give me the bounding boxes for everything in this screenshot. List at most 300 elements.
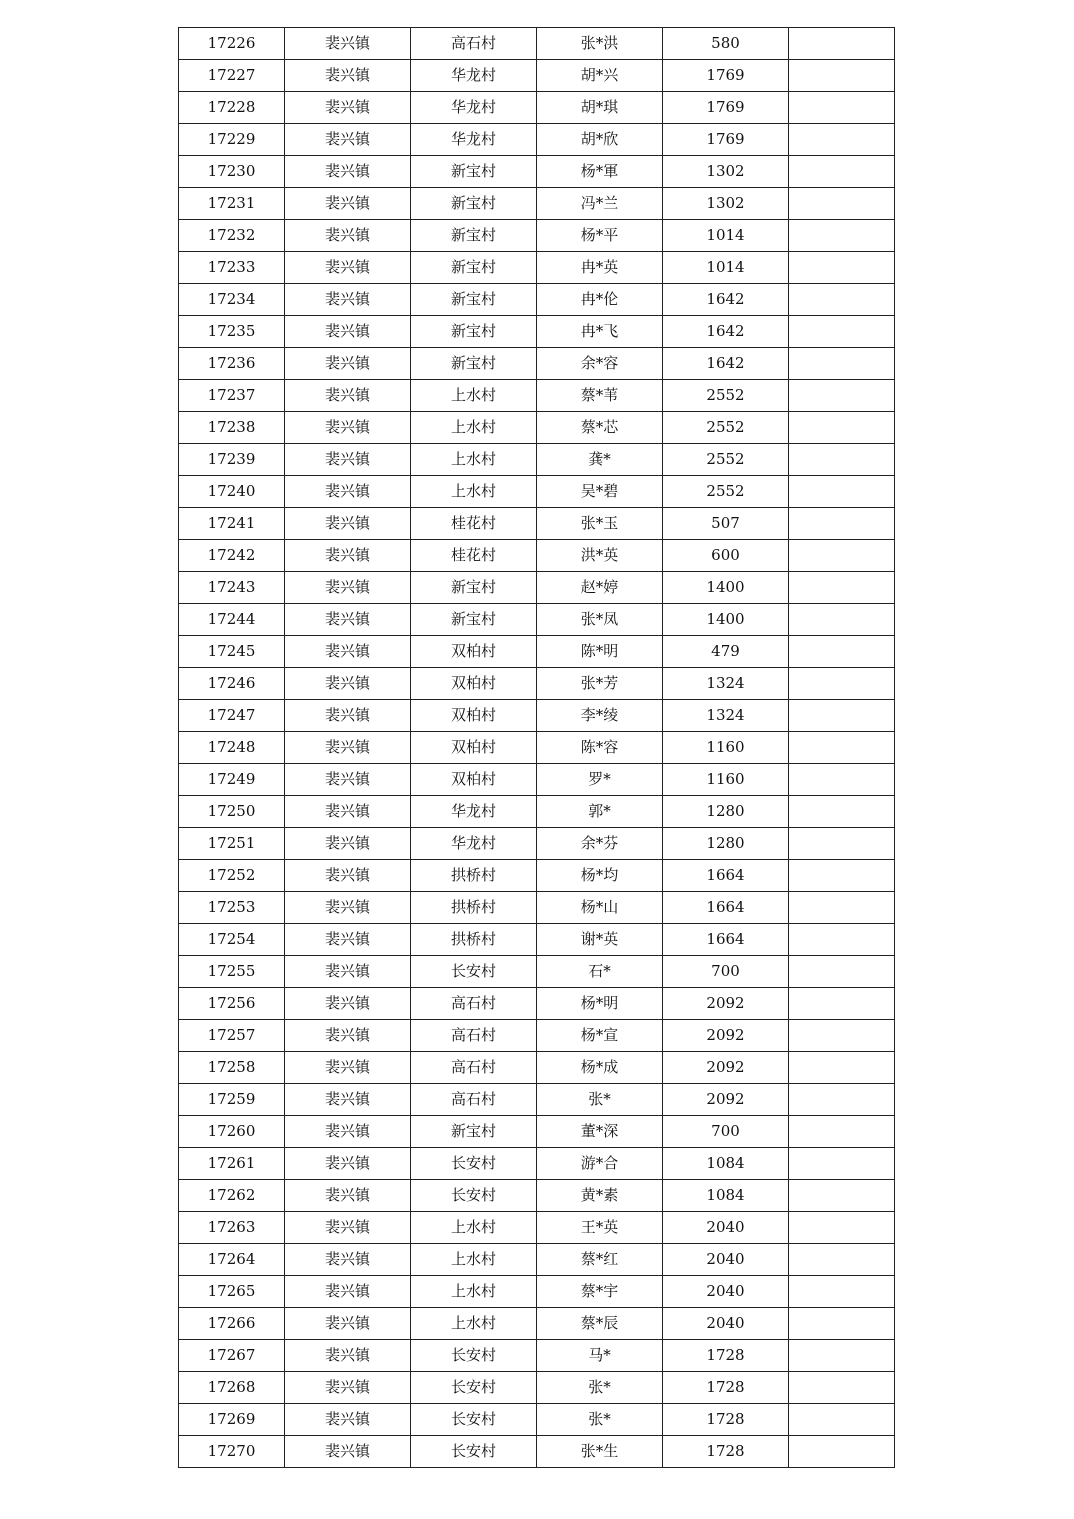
amount-cell: 600 [663,540,789,572]
town-cell: 裴兴镇 [285,1084,411,1116]
serial-number-cell: 17267 [179,1340,285,1372]
remark-cell [789,956,895,988]
table-row [179,1212,895,1244]
town-cell: 裴兴镇 [285,188,411,220]
amount-cell: 1664 [663,860,789,892]
village-cell: 高石村 [411,28,537,60]
name-cell: 陈*容 [537,732,663,764]
serial-number-cell: 17237 [179,380,285,412]
amount-cell: 1280 [663,796,789,828]
town-cell: 裴兴镇 [285,1116,411,1148]
town-cell: 裴兴镇 [285,1308,411,1340]
remark-cell [789,572,895,604]
village-cell: 上水村 [411,1276,537,1308]
serial-number-cell: 17239 [179,444,285,476]
village-cell: 上水村 [411,1244,537,1276]
amount-cell: 2040 [663,1244,789,1276]
village-cell: 上水村 [411,412,537,444]
table-row [179,1276,895,1308]
town-cell: 裴兴镇 [285,956,411,988]
name-cell: 蔡*苇 [537,380,663,412]
village-cell: 长安村 [411,1340,537,1372]
amount-cell: 2092 [663,1052,789,1084]
name-cell: 杨*宣 [537,1020,663,1052]
village-cell: 新宝村 [411,348,537,380]
remark-cell [789,796,895,828]
remark-cell [789,1116,895,1148]
serial-number-cell: 17246 [179,668,285,700]
remark-cell [789,476,895,508]
amount-cell: 1084 [663,1180,789,1212]
amount-cell: 2040 [663,1276,789,1308]
village-cell: 上水村 [411,1308,537,1340]
town-cell: 裴兴镇 [285,124,411,156]
town-cell: 裴兴镇 [285,764,411,796]
remark-cell [789,412,895,444]
data-table [178,27,895,1468]
serial-number-cell: 17261 [179,1148,285,1180]
serial-number-cell: 17258 [179,1052,285,1084]
town-cell: 裴兴镇 [285,28,411,60]
village-cell: 桂花村 [411,540,537,572]
remark-cell [789,252,895,284]
remark-cell [789,220,895,252]
remark-cell [789,1020,895,1052]
amount-cell: 2040 [663,1308,789,1340]
town-cell: 裴兴镇 [285,1404,411,1436]
amount-cell: 1160 [663,732,789,764]
town-cell: 裴兴镇 [285,988,411,1020]
serial-number-cell: 17245 [179,636,285,668]
name-cell: 赵*婷 [537,572,663,604]
amount-cell: 1160 [663,764,789,796]
village-cell: 新宝村 [411,220,537,252]
serial-number-cell: 17268 [179,1372,285,1404]
village-cell: 长安村 [411,1180,537,1212]
table-row [179,828,895,860]
table-row [179,508,895,540]
village-cell: 拱桥村 [411,892,537,924]
serial-number-cell: 17254 [179,924,285,956]
village-cell: 新宝村 [411,188,537,220]
town-cell: 裴兴镇 [285,636,411,668]
table-row [179,540,895,572]
remark-cell [789,1308,895,1340]
remark-cell [789,924,895,956]
table-row [179,572,895,604]
serial-number-cell: 17236 [179,348,285,380]
table-row [179,444,895,476]
remark-cell [789,284,895,316]
table-row [179,476,895,508]
serial-number-cell: 17259 [179,1084,285,1116]
village-cell: 长安村 [411,1436,537,1468]
serial-number-cell: 17235 [179,316,285,348]
name-cell: 洪*英 [537,540,663,572]
village-cell: 高石村 [411,988,537,1020]
amount-cell: 1302 [663,156,789,188]
amount-cell: 2552 [663,412,789,444]
name-cell: 谢*英 [537,924,663,956]
village-cell: 双柏村 [411,668,537,700]
remark-cell [789,700,895,732]
town-cell: 裴兴镇 [285,924,411,956]
amount-cell: 1400 [663,604,789,636]
remark-cell [789,828,895,860]
town-cell: 裴兴镇 [285,860,411,892]
name-cell: 马* [537,1340,663,1372]
serial-number-cell: 17247 [179,700,285,732]
table-row [179,796,895,828]
amount-cell: 1664 [663,892,789,924]
table-body [179,28,895,1468]
amount-cell: 1728 [663,1372,789,1404]
name-cell: 冉*飞 [537,316,663,348]
table-row [179,860,895,892]
table-row [179,604,895,636]
town-cell: 裴兴镇 [285,668,411,700]
remark-cell [789,764,895,796]
name-cell: 蔡*红 [537,1244,663,1276]
name-cell: 杨*軍 [537,156,663,188]
remark-cell [789,604,895,636]
town-cell: 裴兴镇 [285,348,411,380]
town-cell: 裴兴镇 [285,1340,411,1372]
table-row [179,284,895,316]
table-row [179,1244,895,1276]
village-cell: 双柏村 [411,732,537,764]
table-row [179,732,895,764]
remark-cell [789,1180,895,1212]
name-cell: 游*合 [537,1148,663,1180]
amount-cell: 700 [663,1116,789,1148]
serial-number-cell: 17240 [179,476,285,508]
name-cell: 张* [537,1084,663,1116]
serial-number-cell: 17253 [179,892,285,924]
remark-cell [789,1340,895,1372]
amount-cell: 2552 [663,476,789,508]
name-cell: 李*绫 [537,700,663,732]
remark-cell [789,636,895,668]
village-cell: 拱桥村 [411,860,537,892]
town-cell: 裴兴镇 [285,1372,411,1404]
serial-number-cell: 17252 [179,860,285,892]
serial-number-cell: 17263 [179,1212,285,1244]
name-cell: 陈*明 [537,636,663,668]
amount-cell: 1728 [663,1436,789,1468]
village-cell: 华龙村 [411,828,537,860]
serial-number-cell: 17256 [179,988,285,1020]
remark-cell [789,860,895,892]
village-cell: 新宝村 [411,252,537,284]
serial-number-cell: 17255 [179,956,285,988]
name-cell: 黄*素 [537,1180,663,1212]
name-cell: 张*洪 [537,28,663,60]
serial-number-cell: 17270 [179,1436,285,1468]
remark-cell [789,348,895,380]
town-cell: 裴兴镇 [285,476,411,508]
town-cell: 裴兴镇 [285,1148,411,1180]
town-cell: 裴兴镇 [285,540,411,572]
table-row [179,956,895,988]
remark-cell [789,1404,895,1436]
town-cell: 裴兴镇 [285,412,411,444]
table-row [179,1148,895,1180]
town-cell: 裴兴镇 [285,316,411,348]
remark-cell [789,732,895,764]
village-cell: 新宝村 [411,284,537,316]
village-cell: 华龙村 [411,60,537,92]
village-cell: 双柏村 [411,764,537,796]
name-cell: 胡*琪 [537,92,663,124]
table-row [179,348,895,380]
name-cell: 罗* [537,764,663,796]
table-row [179,1020,895,1052]
remark-cell [789,1436,895,1468]
town-cell: 裴兴镇 [285,1052,411,1084]
town-cell: 裴兴镇 [285,284,411,316]
village-cell: 高石村 [411,1052,537,1084]
name-cell: 张*芳 [537,668,663,700]
town-cell: 裴兴镇 [285,508,411,540]
remark-cell [789,1148,895,1180]
village-cell: 华龙村 [411,124,537,156]
amount-cell: 2092 [663,988,789,1020]
town-cell: 裴兴镇 [285,1436,411,1468]
amount-cell: 1302 [663,188,789,220]
village-cell: 桂花村 [411,508,537,540]
name-cell: 张* [537,1404,663,1436]
remark-cell [789,1052,895,1084]
village-cell: 长安村 [411,1404,537,1436]
town-cell: 裴兴镇 [285,220,411,252]
name-cell: 冉*英 [537,252,663,284]
table-row [179,1308,895,1340]
amount-cell: 2552 [663,380,789,412]
table-row [179,1180,895,1212]
amount-cell: 1728 [663,1340,789,1372]
town-cell: 裴兴镇 [285,252,411,284]
serial-number-cell: 17265 [179,1276,285,1308]
amount-cell: 1642 [663,348,789,380]
table-row [179,892,895,924]
name-cell: 王*英 [537,1212,663,1244]
remark-cell [789,92,895,124]
amount-cell: 1014 [663,252,789,284]
remark-cell [789,380,895,412]
name-cell: 张*玉 [537,508,663,540]
amount-cell: 1324 [663,668,789,700]
amount-cell: 1084 [663,1148,789,1180]
town-cell: 裴兴镇 [285,572,411,604]
village-cell: 高石村 [411,1084,537,1116]
serial-number-cell: 17232 [179,220,285,252]
village-cell: 华龙村 [411,92,537,124]
table-row [179,764,895,796]
table-row [179,1436,895,1468]
name-cell: 石* [537,956,663,988]
remark-cell [789,1244,895,1276]
serial-number-cell: 17264 [179,1244,285,1276]
table-row [179,92,895,124]
serial-number-cell: 17269 [179,1404,285,1436]
serial-number-cell: 17241 [179,508,285,540]
serial-number-cell: 17266 [179,1308,285,1340]
name-cell: 张*凤 [537,604,663,636]
serial-number-cell: 17242 [179,540,285,572]
table-row [179,156,895,188]
name-cell: 吴*碧 [537,476,663,508]
name-cell: 张* [537,1372,663,1404]
table-row [179,1404,895,1436]
table-row [179,1340,895,1372]
serial-number-cell: 17244 [179,604,285,636]
serial-number-cell: 17227 [179,60,285,92]
name-cell: 杨*平 [537,220,663,252]
amount-cell: 1728 [663,1404,789,1436]
village-cell: 长安村 [411,1372,537,1404]
village-cell: 华龙村 [411,796,537,828]
remark-cell [789,316,895,348]
amount-cell: 479 [663,636,789,668]
table-row [179,1372,895,1404]
town-cell: 裴兴镇 [285,796,411,828]
remark-cell [789,892,895,924]
village-cell: 新宝村 [411,1116,537,1148]
serial-number-cell: 17251 [179,828,285,860]
village-cell: 新宝村 [411,572,537,604]
serial-number-cell: 17234 [179,284,285,316]
name-cell: 蔡*宇 [537,1276,663,1308]
amount-cell: 2092 [663,1020,789,1052]
town-cell: 裴兴镇 [285,700,411,732]
town-cell: 裴兴镇 [285,604,411,636]
town-cell: 裴兴镇 [285,828,411,860]
village-cell: 新宝村 [411,156,537,188]
table-row [179,924,895,956]
serial-number-cell: 17248 [179,732,285,764]
remark-cell [789,508,895,540]
serial-number-cell: 17231 [179,188,285,220]
remark-cell [789,988,895,1020]
village-cell: 上水村 [411,1212,537,1244]
town-cell: 裴兴镇 [285,444,411,476]
name-cell: 杨*均 [537,860,663,892]
serial-number-cell: 17238 [179,412,285,444]
name-cell: 余*芬 [537,828,663,860]
name-cell: 郭* [537,796,663,828]
town-cell: 裴兴镇 [285,1276,411,1308]
village-cell: 长安村 [411,1148,537,1180]
remark-cell [789,60,895,92]
serial-number-cell: 17233 [179,252,285,284]
table-row [179,1084,895,1116]
amount-cell: 1769 [663,92,789,124]
remark-cell [789,124,895,156]
town-cell: 裴兴镇 [285,1020,411,1052]
serial-number-cell: 17249 [179,764,285,796]
amount-cell: 507 [663,508,789,540]
amount-cell: 1014 [663,220,789,252]
amount-cell: 1324 [663,700,789,732]
village-cell: 新宝村 [411,604,537,636]
village-cell: 拱桥村 [411,924,537,956]
table-row [179,188,895,220]
amount-cell: 1642 [663,284,789,316]
village-cell: 双柏村 [411,700,537,732]
serial-number-cell: 17260 [179,1116,285,1148]
amount-cell: 1280 [663,828,789,860]
name-cell: 胡*欣 [537,124,663,156]
town-cell: 裴兴镇 [285,1244,411,1276]
village-cell: 长安村 [411,956,537,988]
name-cell: 张*生 [537,1436,663,1468]
remark-cell [789,1212,895,1244]
table-row [179,1052,895,1084]
remark-cell [789,444,895,476]
table-row [179,1116,895,1148]
serial-number-cell: 17262 [179,1180,285,1212]
amount-cell: 1642 [663,316,789,348]
town-cell: 裴兴镇 [285,732,411,764]
name-cell: 冯*兰 [537,188,663,220]
table-row [179,28,895,60]
village-cell: 新宝村 [411,316,537,348]
amount-cell: 1664 [663,924,789,956]
amount-cell: 2552 [663,444,789,476]
name-cell: 蔡*芯 [537,412,663,444]
serial-number-cell: 17229 [179,124,285,156]
town-cell: 裴兴镇 [285,1212,411,1244]
table-row [179,316,895,348]
remark-cell [789,28,895,60]
table-row [179,252,895,284]
table-row [179,380,895,412]
name-cell: 胡*兴 [537,60,663,92]
amount-cell: 580 [663,28,789,60]
amount-cell: 1769 [663,124,789,156]
name-cell: 杨*成 [537,1052,663,1084]
table-row [179,668,895,700]
table-row [179,700,895,732]
name-cell: 龚* [537,444,663,476]
town-cell: 裴兴镇 [285,892,411,924]
serial-number-cell: 17228 [179,92,285,124]
village-cell: 双柏村 [411,636,537,668]
amount-cell: 1769 [663,60,789,92]
table-row [179,124,895,156]
table-row [179,636,895,668]
amount-cell: 1400 [663,572,789,604]
serial-number-cell: 17230 [179,156,285,188]
name-cell: 余*容 [537,348,663,380]
village-cell: 上水村 [411,380,537,412]
serial-number-cell: 17243 [179,572,285,604]
village-cell: 高石村 [411,1020,537,1052]
serial-number-cell: 17257 [179,1020,285,1052]
amount-cell: 700 [663,956,789,988]
village-cell: 上水村 [411,476,537,508]
remark-cell [789,668,895,700]
remark-cell [789,540,895,572]
remark-cell [789,1276,895,1308]
town-cell: 裴兴镇 [285,380,411,412]
name-cell: 董*深 [537,1116,663,1148]
town-cell: 裴兴镇 [285,92,411,124]
remark-cell [789,1372,895,1404]
town-cell: 裴兴镇 [285,156,411,188]
town-cell: 裴兴镇 [285,60,411,92]
